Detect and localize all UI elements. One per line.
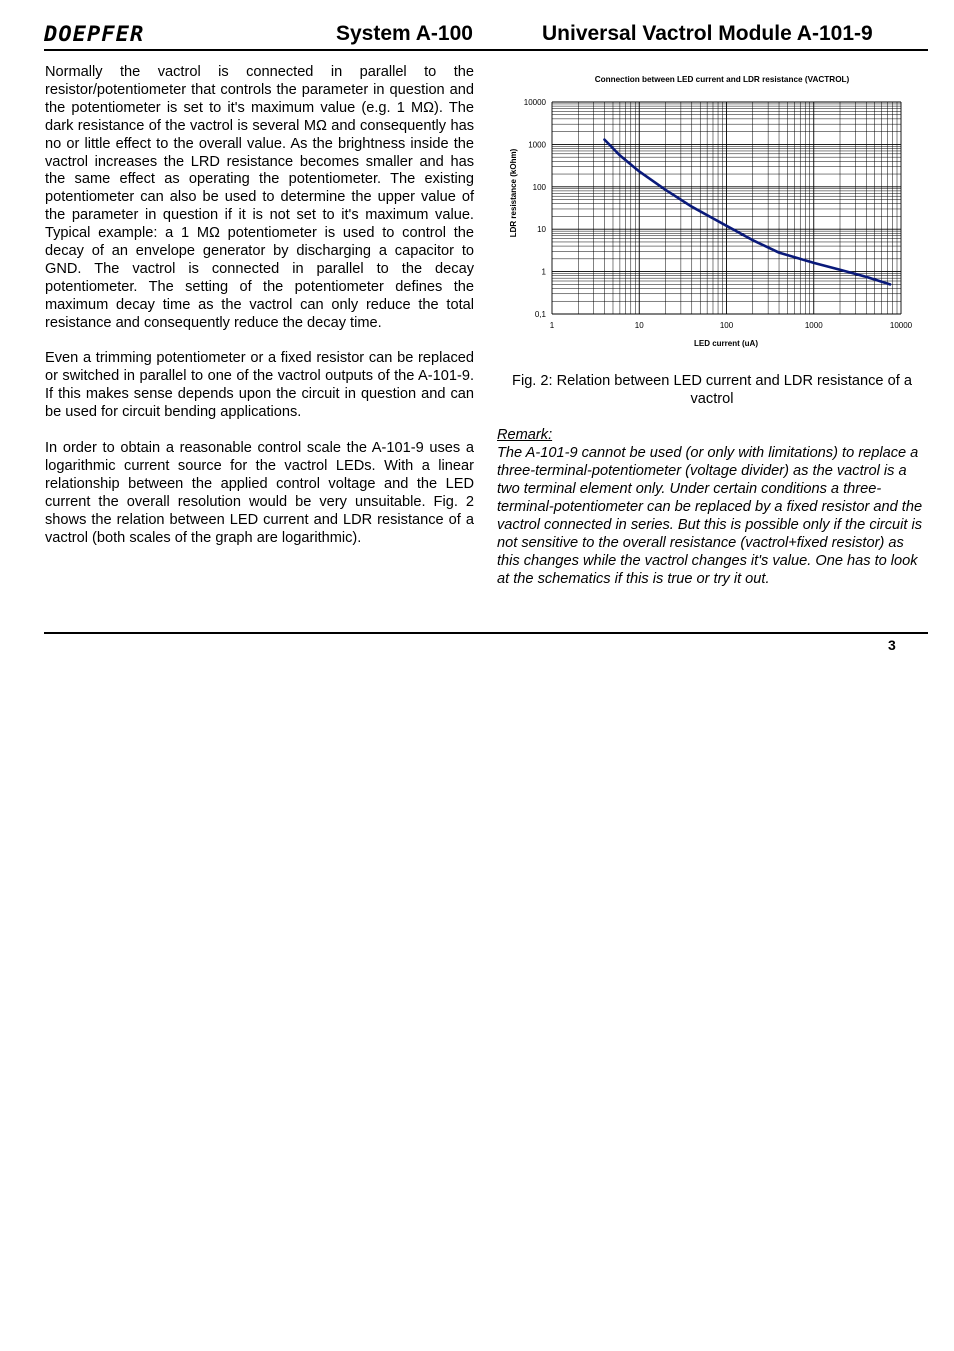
system-title: System A-100: [336, 22, 473, 45]
y-tick-labels: [524, 98, 547, 319]
y-tick-label: 1: [541, 267, 546, 277]
x-tick-labels: [550, 321, 913, 330]
x-tick-label: 10: [634, 321, 644, 330]
x-tick-label: 100: [719, 321, 734, 330]
x-tick-label: 10000: [889, 321, 913, 330]
remark-text: The A-101-9 cannot be used (or only with limitations) to replace a three-terminal-potentiometer (voltage divider) as the vactrol is a two terminal element only. Under certain conditions a three-terminal-potentiometer can be replaced by a fixed resistor and the vactrol connected in series. But this is possible only if the circuit is not sensitive to the overall resistance (vactrol+fixed resistor) as this changes while the vactrol changes it's value. One has to look at the schematics if this is true or try it out.: [497, 445, 923, 587]
doepfer-logo: [44, 22, 144, 47]
footer-rule: [44, 632, 928, 634]
paragraph-3: In order to obtain a reasonable control scale the A-101-9 uses a logarithmic current source for the vactrol LEDs. With a linear relationship between the applied control voltage and the LED current the overall resolution would be very unsuitable. Fig. 2 shows the relation between LED current and LDR resistance of a vactrol (both scales of the graph are logarithmic).: [45, 440, 474, 546]
x-tick-label: 1: [549, 321, 555, 330]
remark-title: Remark:: [497, 427, 553, 443]
y-tick-label: 1000: [528, 140, 546, 150]
paragraph-2: Even a trimming potentiometer or a fixed resistor can be replaced or switched in parallel to one of the vactrol outputs of the A-101-9. If this makes sense depends upon the circuit in question and can be used for circuit bending applications.: [45, 350, 474, 421]
page-header: [44, 22, 928, 51]
vactrol-chart: [500, 68, 924, 354]
chart-grid: [552, 102, 901, 314]
y-tick-label: 10000: [523, 98, 546, 107]
x-tick-label: 1000: [804, 321, 823, 330]
y-tick-label: 10: [537, 225, 546, 235]
page-number: 3: [888, 637, 896, 653]
paragraph-1: Normally the vactrol is connected in parallel to the resistor/potentiometer that controls the parameter in question and the potentiometer is set to it's maximum value (e.g. 1 MΩ). The dark resistance of the vactrol is several MΩ and consequently has no or little effect to the overall value. As the brightness inside the vactrol increases the LRD resistance becomes smaller and has the same effect as operating the potentiometer. The existing potentiometer can also be used to determine the upper value of the parameter in question if it is not set to it's maximum value. Typical example: a 1 MΩ potentiometer is used to control the decay of an envelope generator by discharging a capacitor to GND. The vactrol is connected in parallel to the decay potentiometer. The setting of the potentiometer defines the maximum decay time as the vactrol can only reduce the total resistance and consequently reduce the decay time.: [45, 64, 474, 331]
module-title: Universal Vactrol Module A-101-9: [542, 22, 873, 45]
remark-block: [497, 426, 927, 588]
figure-caption: Fig. 2: Relation between LED current and LDR resistance of a vactrol: [512, 373, 912, 407]
y-axis-label: LDR resistance (kOhm): [509, 148, 518, 238]
y-tick-label: 100: [532, 182, 546, 192]
left-column: [45, 64, 474, 565]
chart-title: Connection between LED current and LDR resistance (VACTROL): [594, 75, 850, 84]
y-tick-label: 0,1: [534, 310, 546, 319]
x-axis-label: LED current (uA): [694, 339, 758, 348]
logo-text: DOEPFER: [44, 22, 145, 46]
